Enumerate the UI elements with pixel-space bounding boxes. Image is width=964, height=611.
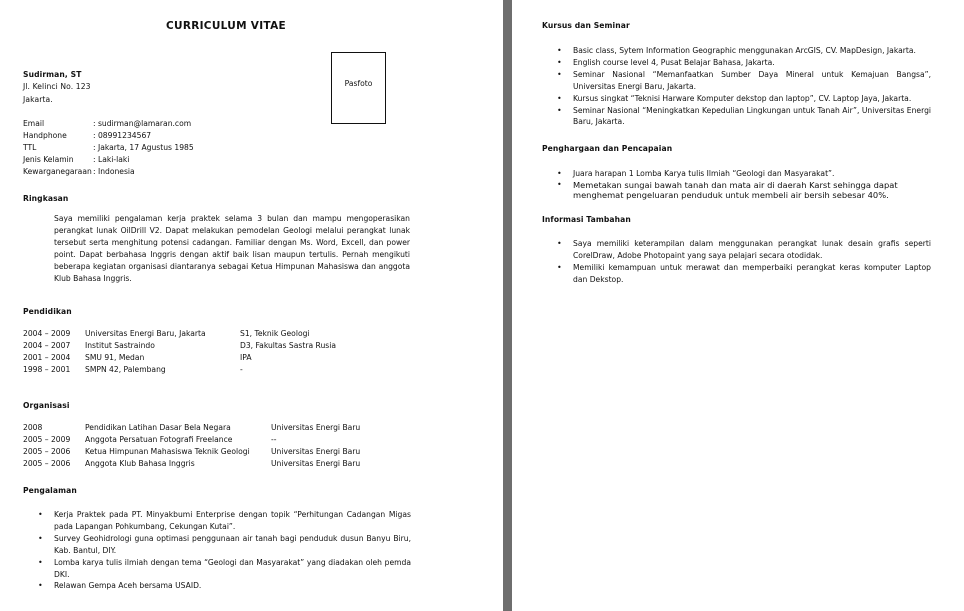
list-item: • Kerja Praktek pada PT. Minyakbumi Enterprise dengan topik “Perhitungan Cadangan Migas pada Lapangan Pohkumbang, Cekungan Kutai”. — [35, 509, 411, 533]
list-item: • Kursus singkat “Teknisi Harware Komputer dekstop dan laptop”, CV. Laptop Jaya, Jakarta. — [554, 93, 931, 105]
list-item: • Memetakan sungai bawah tanah dan mata air di daerah Karst sehingga dapat menghemat pengeluaran penduduk untuk membeli air bersih sebesar 40%. — [554, 180, 936, 201]
section-heading-summary: Ringkasan — [23, 194, 69, 203]
contact-row — [23, 142, 194, 154]
section-heading-awards: Penghargaan dan Pencapaian — [542, 144, 673, 153]
education-school: Universitas Energi Baru, Jakarta — [85, 329, 206, 338]
courses-list — [554, 45, 931, 128]
education-degree: D3, Fakultas Sastra Rusia — [240, 341, 336, 350]
contact-row — [23, 154, 194, 166]
additional-list — [554, 238, 931, 286]
organization-year: 2008 — [23, 423, 43, 432]
experience-list — [35, 509, 411, 592]
contact-value: : Jakarta, 17 Agustus 1985 — [93, 143, 194, 152]
list-item: • Basic class, Sytem Information Geographic menggunakan ArcGIS, CV. MapDesign, Jakarta. — [554, 45, 931, 57]
list-item: • Survey Geohidrologi guna optimasi penggunaan air tanah bagi penduduk dusun Banyu Biru, Kab. Bantul, DIY. — [35, 533, 411, 557]
organization-year: 2005 – 2006 — [23, 447, 71, 456]
organization-table — [23, 422, 360, 470]
organization-name: Anggota Persatuan Fotografi Freelance — [85, 435, 233, 444]
contact-value: : Laki-laki — [93, 155, 130, 164]
list-item: • English course level 4, Pusat Belajar Bahasa, Jakarta. — [554, 57, 931, 69]
education-year: 2001 – 2004 — [23, 353, 71, 362]
education-year: 1998 – 2001 — [23, 365, 71, 374]
organization-year: 2005 – 2009 — [23, 435, 71, 444]
summary-paragraph: Saya memiliki pengalaman kerja praktek selama 3 bulan dan mampu mengoperasikan perangkat lunak OilDrill V2. Dapat melakukan pemodelan Geologi melalui perangkat lunak tersebut serta menghitung potensi cadangan. Familiar dengan Ms. Word, Excell, dan power point. Dapat berbahasa Inggris dengan aktif baik lisan maupun tertulis. Pernah mengikuti beberapa kegiatan organisasi diantaranya sebagai Ketua Himpunan Mahasiswa dan anggota Klub Bahasa Inggris. — [54, 214, 410, 283]
organization-name: Ketua Himpunan Mahasiswa Teknik Geologi — [85, 447, 250, 456]
list-item: • Lomba karya tulis ilmiah dengan tema “Geologi dan Masyarakat” yang diadakan oleh pemda DKI. — [35, 557, 411, 581]
applicant-name: Sudirman, ST — [23, 70, 82, 79]
photo-placeholder — [331, 52, 386, 124]
education-school: Institut Sastraindo — [85, 341, 155, 350]
table-row — [23, 434, 360, 446]
table-row — [23, 364, 336, 376]
contact-value: : 08991234567 — [93, 131, 152, 140]
list-item: • Juara harapan 1 Lomba Karya tulis Ilmiah “Geologi dan Masyarakat”. — [554, 168, 936, 180]
table-row — [23, 458, 360, 470]
organization-year: 2005 – 2006 — [23, 459, 71, 468]
contact-label: Jenis Kelamin — [23, 155, 74, 164]
contact-row — [23, 130, 194, 142]
section-heading-education: Pendidikan — [23, 307, 72, 316]
education-year: 2004 – 2007 — [23, 341, 71, 350]
awards-list — [554, 168, 936, 201]
list-item: • Seminar Nasional “Memanfaatkan Sumber Daya Mineral untuk Kemajuan Bangsa”, Universitas Energi Baru, Jakarta. — [554, 69, 931, 93]
list-item: • Seminar Nasional “Meningkatkan Kepedulian Lingkungan untuk Tanah Air”, Universitas Energi Baru, Jakarta. — [554, 105, 931, 129]
address-line: Jl. Kelinci No. 123 — [23, 82, 91, 91]
organization-place: Universitas Energi Baru — [271, 447, 361, 456]
address-line: Jakarta. — [23, 95, 53, 104]
organization-name: Pendidikan Latihan Dasar Bela Negara — [85, 423, 231, 432]
contact-row — [23, 118, 194, 130]
table-row — [23, 328, 336, 340]
education-school: SMPN 42, Palembang — [85, 365, 166, 374]
contact-label: Kewarganegaraan — [23, 167, 92, 176]
education-degree: S1, Teknik Geologi — [240, 329, 310, 338]
photo-label: Pasfoto — [344, 79, 373, 88]
section-heading-courses: Kursus dan Seminar — [542, 21, 630, 30]
contact-label: Handphone — [23, 131, 67, 140]
organization-place: Universitas Energi Baru — [271, 459, 361, 468]
education-degree: IPA — [240, 353, 252, 362]
document-page-2 — [512, 0, 964, 611]
table-row — [23, 446, 360, 458]
education-year: 2004 – 2009 — [23, 329, 71, 338]
contact-label: Email — [23, 119, 45, 128]
contact-value: : sudirman@lamaran.com — [93, 119, 192, 128]
table-row — [23, 422, 360, 434]
education-school: SMU 91, Medan — [85, 353, 145, 362]
section-heading-additional: Informasi Tambahan — [542, 215, 631, 224]
contact-row — [23, 166, 194, 178]
contact-table — [23, 118, 194, 178]
organization-place: Universitas Energi Baru — [271, 423, 361, 432]
list-item: • Relawan Gempa Aceh bersama USAID. — [35, 580, 411, 592]
organization-place: -- — [271, 435, 277, 444]
contact-value: : Indonesia — [93, 167, 135, 176]
section-heading-organization: Organisasi — [23, 401, 70, 410]
table-row — [23, 340, 336, 352]
contact-label: TTL — [23, 143, 37, 152]
document-title: CURRICULUM VITAE — [166, 20, 286, 32]
education-degree: - — [240, 365, 243, 374]
organization-name: Anggota Klub Bahasa Inggris — [85, 459, 195, 468]
list-item: • Saya memiliki keterampilan dalam menggunakan perangkat lunak desain grafis seperti CorelDraw, Adobe Photopaint yang saya pelajari secara otodidak. — [554, 238, 931, 262]
table-row — [23, 352, 336, 364]
section-heading-experience: Pengalaman — [23, 486, 77, 495]
education-table — [23, 328, 336, 376]
list-item: • Memiliki kemampuan untuk merawat dan memperbaiki perangkat keras komputer Laptop dan Dekstop. — [554, 262, 931, 286]
